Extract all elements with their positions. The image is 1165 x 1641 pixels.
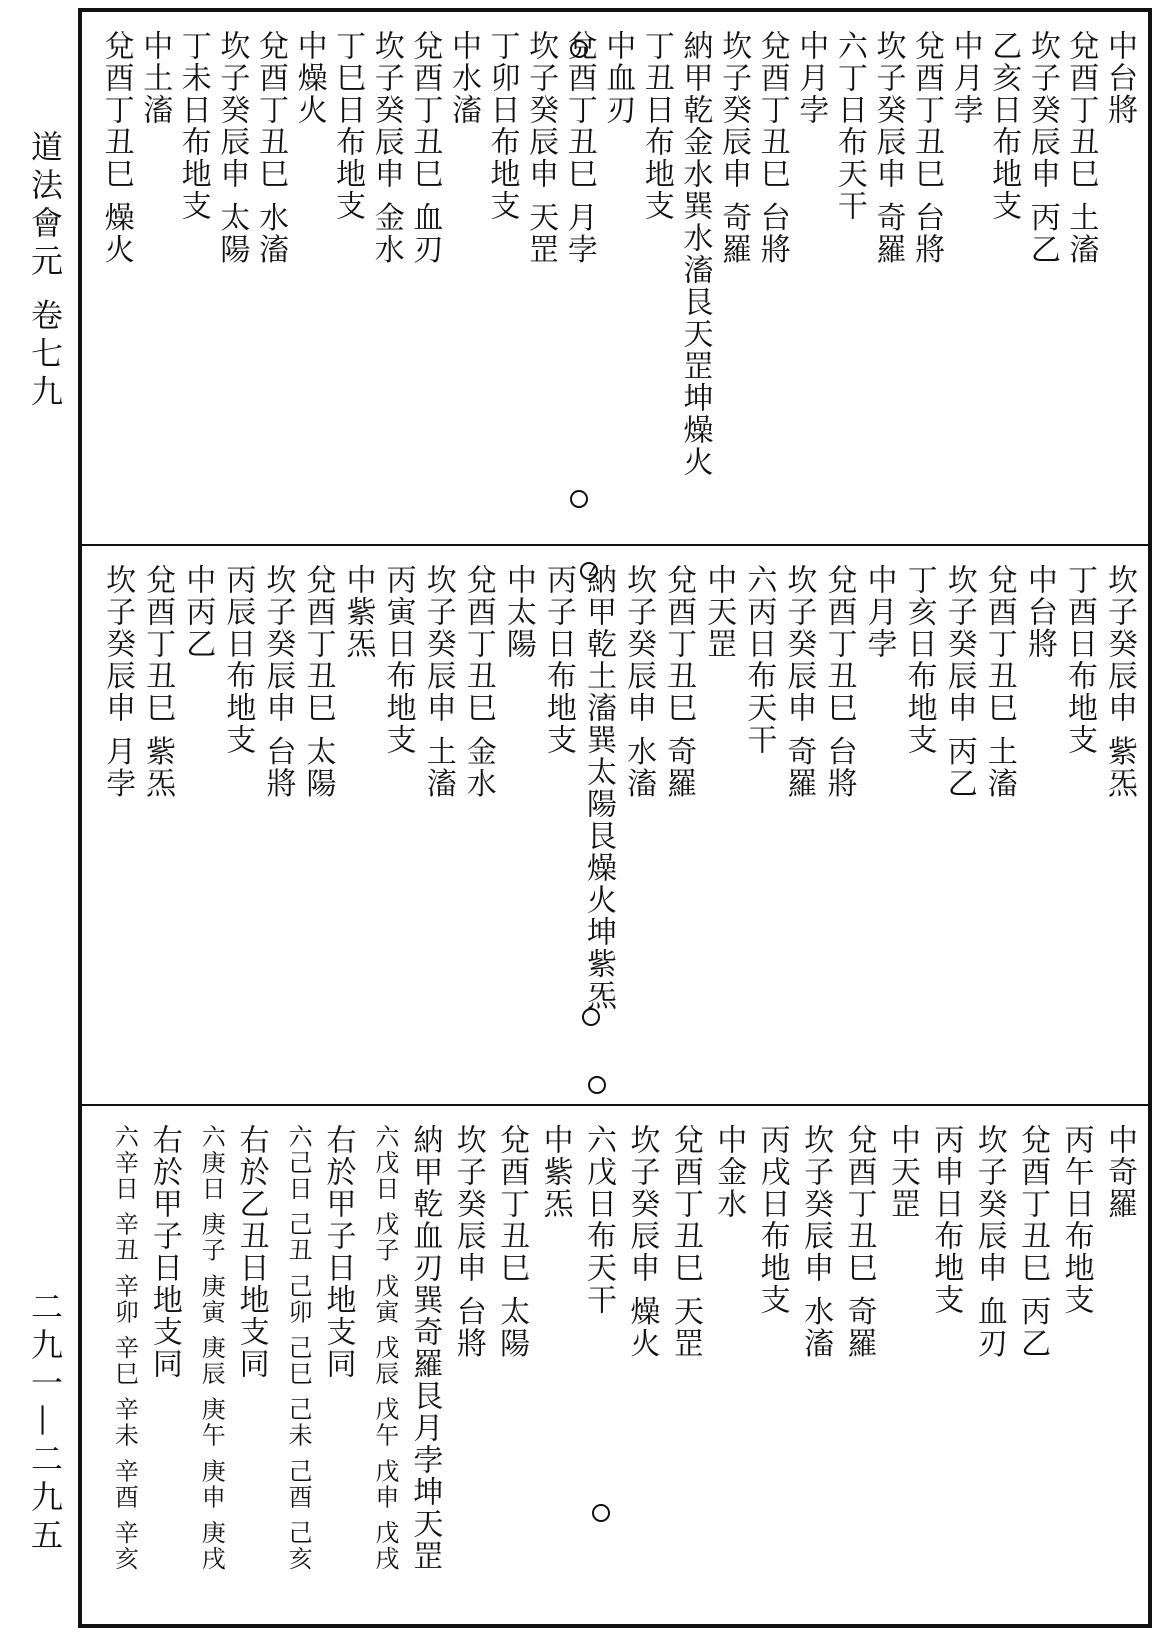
text-column: 中天罡 — [701, 564, 737, 660]
text-column: 中紫炁 — [537, 1124, 573, 1220]
text-column: 中水滀 — [445, 30, 481, 126]
text-column: 丁酉日布地支 — [1061, 564, 1097, 756]
text-column: 中台將 — [1021, 564, 1057, 660]
text-column: 納甲乾土滀巽太陽艮燥火坤紫炁 — [581, 564, 616, 1012]
text-column: 坎子癸辰申 水滀 — [798, 1124, 834, 1360]
text-column: 丁卯日布地支 — [484, 30, 520, 222]
text-column: 中月孛 — [793, 30, 829, 126]
circle-mark — [592, 1504, 610, 1522]
text-column: 兌酉丁丑巳 土滀 — [1063, 30, 1099, 266]
text-column: 六戊日布天干 — [581, 1124, 616, 1316]
text-column: 兌酉丁丑巳 丙乙 — [1015, 1124, 1051, 1360]
text-column: 中燥火 — [291, 30, 327, 126]
text-column: 兌酉丁丑巳 紫炁 — [140, 564, 176, 800]
text-column: 坎子癸辰申 水滀 — [621, 564, 657, 800]
text-column: 丁丑日布地支 — [638, 30, 674, 222]
text-column: 右於甲子日地支同 — [320, 1124, 356, 1380]
text-column: 坎子癸辰申 月孛 — [100, 564, 136, 800]
text-column: 兌酉丁丑巳 台將 — [821, 564, 857, 800]
text-column: 坎子癸辰申 燥火 — [624, 1124, 660, 1360]
panel-3 — [82, 1106, 1148, 1626]
text-column: 兌酉丁丑巳 太陽 — [300, 564, 336, 800]
text-column: 坎子癸辰申 丙乙 — [941, 564, 977, 800]
text-column: 中台將 — [1102, 30, 1137, 126]
text-column: 六丙日布天干 — [741, 564, 777, 756]
text-column: 丙戌日布地支 — [754, 1124, 790, 1316]
text-column: 兌酉丁丑巳 太陽 — [494, 1124, 530, 1360]
text-column: 中血刃 — [600, 30, 636, 126]
text-column: 六己日 己丑 己卯 己巳 己未 己酉 己亥 — [284, 1124, 313, 1572]
text-column: 中奇羅 — [1102, 1124, 1137, 1220]
text-column: 坎子癸辰申 土滀 — [420, 564, 456, 800]
text-column: 坎子癸辰申 太陽 — [214, 30, 250, 266]
text-column: 丙午日布地支 — [1058, 1124, 1094, 1316]
text-column: 納甲乾金水巽水滀艮天罡坤燥火 — [677, 30, 713, 478]
text-column: 兌酉丁丑巳 奇羅 — [841, 1124, 877, 1360]
text-column: 坎子癸辰申 丙乙 — [1024, 30, 1060, 266]
panel-2 — [82, 546, 1148, 1104]
text-column: 兌酉丁丑巳 台將 — [754, 30, 790, 266]
text-column: 丙子日布地支 — [540, 564, 576, 756]
circle-mark — [570, 490, 588, 508]
text-column: 兌酉丁丑巳 燥火 — [98, 30, 134, 266]
text-column: 中金水 — [711, 1124, 747, 1220]
text-column: 六辛日 辛丑 辛卯 辛巳 辛未 辛酉 辛亥 — [110, 1124, 139, 1572]
text-column: 丙申日布地支 — [928, 1124, 964, 1316]
circle-mark — [570, 40, 588, 58]
text-column: 坎子癸辰申 血刃 — [971, 1124, 1007, 1360]
text-column: 六庚日 庚子 庚寅 庚辰 庚午 庚申 庚戌 — [197, 1124, 226, 1572]
circle-mark — [588, 1076, 606, 1094]
text-column: 中月孛 — [947, 30, 983, 126]
text-column: 坎子癸辰申 金水 — [368, 30, 404, 266]
text-column: 六戊日 戊子 戊寅 戊辰 戊午 戊申 戊戌 — [370, 1124, 399, 1572]
margin-title: 道法會元 卷七九 — [26, 130, 64, 413]
text-column: 坎子癸辰申 台將 — [450, 1124, 486, 1360]
text-column: 丁巳日布地支 — [330, 30, 366, 222]
circle-mark — [580, 562, 598, 580]
panel-1 — [82, 12, 1148, 544]
text-column: 右於乙丑日地支同 — [233, 1124, 269, 1380]
text-column: 坎子癸辰申 奇羅 — [870, 30, 906, 266]
text-column: 兌酉丁丑巳 水滀 — [252, 30, 288, 266]
circle-mark — [582, 1008, 600, 1026]
text-column: 中土滀 — [137, 30, 173, 126]
text-column: 丙寅日布地支 — [380, 564, 416, 756]
text-column: 中丙乙 — [180, 564, 216, 660]
text-column: 納甲乾血刃巽奇羅艮月孛坤天罡 — [407, 1124, 443, 1572]
text-column: 坎子癸辰申 天罡 — [523, 30, 559, 266]
text-column: 坎子癸辰申 奇羅 — [716, 30, 752, 266]
text-column: 兌酉丁丑巳 奇羅 — [661, 564, 697, 800]
text-column: 六丁日布天干 — [831, 30, 867, 222]
text-column: 中紫炁 — [340, 564, 376, 660]
text-column: 兌酉丁丑巳 金水 — [460, 564, 496, 800]
text-column: 乙亥日布地支 — [986, 30, 1022, 222]
text-column: 丁亥日布地支 — [901, 564, 937, 756]
margin-page-number: 二九一—二九五 — [26, 1290, 64, 1556]
text-column: 中月孛 — [861, 564, 897, 660]
text-column: 兌酉丁丑巳 月孛 — [561, 30, 597, 266]
text-column: 兌酉丁丑巳 台將 — [909, 30, 945, 266]
page-frame — [78, 8, 1152, 1628]
text-column: 丙辰日布地支 — [220, 564, 256, 756]
text-column: 坎子癸辰申 紫炁 — [1102, 564, 1137, 800]
text-column: 中太陽 — [500, 564, 536, 660]
text-column: 丁未日布地支 — [175, 30, 211, 222]
text-column: 兌酉丁丑巳 血刃 — [407, 30, 443, 266]
text-column: 坎子癸辰申 奇羅 — [781, 564, 817, 800]
text-column: 兌酉丁丑巳 天罡 — [667, 1124, 703, 1360]
text-column: 右於甲子日地支同 — [146, 1124, 182, 1380]
text-column: 兌酉丁丑巳 土滀 — [981, 564, 1017, 800]
text-column: 坎子癸辰申 台將 — [260, 564, 296, 800]
text-column: 中天罡 — [884, 1124, 920, 1220]
